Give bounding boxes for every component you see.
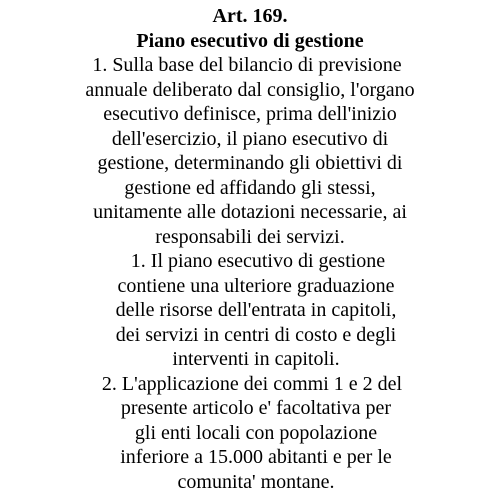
list-item-1-line-3: delle risorse dell'entrata in capitoli, — [115, 299, 397, 321]
paragraph-1-line-1: 1. Sulla base del bilancio di previsione — [92, 54, 402, 76]
article-number: Art. 169. — [212, 5, 288, 27]
paragraph-1-line-7: unitamente alle dotazioni necessarie, ai — [93, 201, 407, 223]
list-item-2-line-1: 2. L'applicazione dei commi 1 e 2 del — [101, 373, 403, 395]
list-item-1-line-5: interventi in capitoli. — [172, 348, 340, 370]
list-item-1-line-2: contiene una ulteriore graduazione — [117, 275, 395, 297]
paragraph-1-line-4: dell'esercizio, il piano esecutivo di — [111, 128, 389, 150]
paragraph-1-line-5: gestione, determinando gli obiettivi di — [97, 152, 403, 174]
list-item-2-line-2: presente articolo e' facoltativa per — [120, 397, 392, 419]
paragraph-1-line-2: annuale deliberato dal consiglio, l'organo — [85, 79, 415, 101]
paragraph-1-line-8: responsabili dei servizi. — [155, 226, 345, 248]
article-title: Piano esecutivo di gestione — [136, 30, 364, 52]
list-item-1-line-4: dei servizi in centri di costo e degli — [115, 324, 397, 346]
list-item-2-line-3: gli enti locali con popolazione — [134, 422, 378, 444]
list-item-2-line-5: comunita' montane. — [177, 471, 335, 493]
list-item-1-line-1: 1. Il piano esecutivo di gestione — [130, 250, 386, 272]
list-item-2-line-4: inferiore a 15.000 abitanti e per le — [120, 446, 392, 468]
paragraph-1-line-6: gestione ed affidando gli stessi, — [124, 177, 376, 199]
paragraph-1-line-3: esecutivo definisce, prima dell'inizio — [103, 103, 397, 125]
